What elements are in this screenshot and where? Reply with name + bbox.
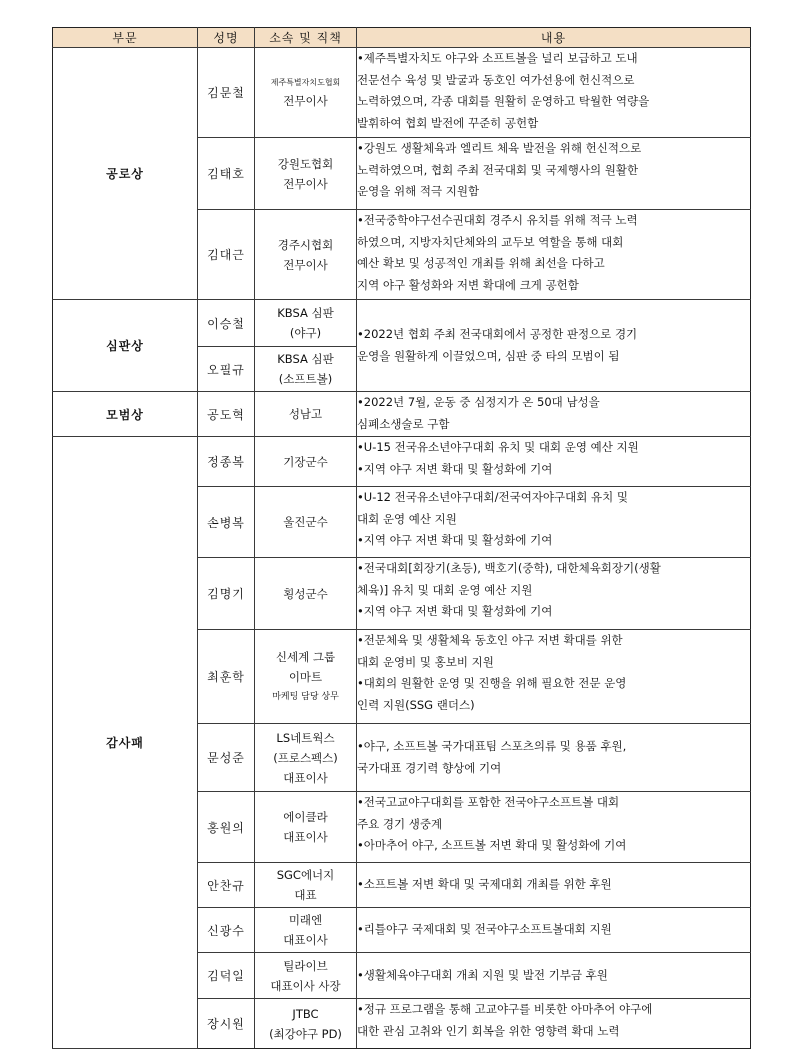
affiliation-cell: 울진군수: [255, 487, 357, 558]
category-cell: 모범상: [53, 392, 198, 437]
name-cell: 최훈학: [198, 630, 255, 724]
header-content: 내용: [357, 28, 751, 48]
content-cell: [357, 437, 751, 487]
affiliation-line: 대표: [294, 888, 317, 902]
table-row: [53, 392, 751, 437]
name-cell: 문성준: [198, 724, 255, 792]
content-cell: [357, 138, 751, 210]
affiliation-line: 강원도협회: [277, 156, 334, 171]
affiliation-line: 신세계 그룹: [275, 649, 336, 664]
affiliation-line: 틸라이브: [283, 958, 328, 973]
name-cell: 안찬규: [198, 863, 255, 908]
affiliation-line: 마케팅 담당 상무: [272, 691, 339, 702]
content-line: 하였으며, 지방자치단체와의 교두보 역할을 통해 대회: [357, 234, 624, 249]
name-cell: 김문철: [198, 48, 255, 138]
table-row: [53, 300, 751, 347]
affiliation-line: 이마트: [288, 669, 323, 684]
name-cell: 김덕일: [198, 953, 255, 999]
content-line: •전문체육 및 생활체육 동호인 야구 저변 확대를 위한: [357, 633, 623, 647]
affiliation-line: JTBC: [292, 1006, 319, 1021]
content-cell: [357, 487, 751, 558]
content-line: •2022년 협회 주최 전국대회에서 공정한 판정으로 경기: [357, 327, 638, 341]
content-line: 노력하였으며, 각종 대회를 원활히 운영하고 탁월한 역량을: [357, 94, 650, 108]
affiliation-cell: [255, 210, 357, 300]
content-line: •전국고교야구대회를 포함한 전국야구소프트볼 대회: [357, 795, 620, 809]
content-line: 체육)] 유치 및 대회 운영 예산 지원: [357, 582, 533, 597]
content-line: 대회 운영 예산 지원: [357, 511, 457, 526]
affiliation-line: KBSA 심판: [277, 352, 334, 366]
table-row: [53, 437, 751, 487]
content-cell: [357, 392, 751, 437]
name-cell: 김명기: [198, 558, 255, 630]
content-line: •소프트볼 저변 확대 및 국제대회 개최를 위한 후원: [357, 877, 612, 892]
content-line: 운영을 위해 적극 지원함: [357, 184, 480, 198]
content-line: •U-12 전국유소년야구대회/전국여자야구대회 유치 및: [357, 490, 629, 504]
content-line: •전국대회[회장기(초등), 백호기(중학), 대한체육회장기(생활: [357, 561, 661, 575]
header-affiliation: 소속 및 직책: [255, 28, 357, 48]
content-cell: [357, 48, 751, 138]
content-cell: [357, 558, 751, 630]
header-row: [53, 28, 751, 48]
affiliation-line: SGC에너지: [276, 868, 335, 882]
content-line: •야구, 소프트볼 국가대표팀 스포츠의류 및 용품 후원,: [357, 739, 627, 753]
name-cell: 이승철: [198, 300, 255, 347]
affiliation-line: LS네트웍스: [276, 730, 335, 745]
name-cell: 오필규: [198, 347, 255, 392]
content-line: 전문선수 육성 및 발굴과 동호인 여가선용에 헌신적으로: [357, 72, 635, 87]
content-line: •아마추어 야구, 소프트볼 저변 확대 및 활성화에 기여: [357, 838, 627, 852]
affiliation-line: 전무이사: [283, 176, 328, 191]
content-line: 인력 지원(SSG 랜더스): [357, 697, 475, 712]
content-cell: [357, 953, 751, 999]
content-line: •지역 야구 저변 확대 및 활성화에 기여: [357, 604, 553, 618]
affiliation-cell: 성남고: [255, 392, 357, 437]
content-cell: [357, 630, 751, 724]
category-cell: 공로상: [53, 48, 198, 300]
affiliation-cell: 기장군수: [255, 437, 357, 487]
name-cell: 손병복: [198, 487, 255, 558]
affiliation-cell: 횡성군수: [255, 558, 357, 630]
content-line: 대한 관심 고취와 인기 회복을 위한 영향력 확대 노력: [357, 1023, 620, 1038]
content-line: 지역 야구 활성화와 저변 확대에 크게 공헌함: [357, 277, 579, 292]
content-cell: [357, 210, 751, 300]
content-line: •생활체육야구대회 개최 지원 및 발전 기부금 후원: [357, 967, 608, 982]
affiliation-line: 대표이사: [283, 933, 328, 947]
content-line: •제주특별자치도 야구와 소프트볼을 널리 보급하고 도내: [357, 51, 638, 65]
header-category: 부문: [53, 28, 198, 48]
content-line: •대회의 원활한 운영 및 진행을 위해 필요한 전문 운영: [357, 676, 627, 690]
affiliation-line: (야구): [289, 326, 322, 340]
name-cell: 장시원: [198, 999, 255, 1049]
table-row: [53, 48, 751, 138]
affiliation-cell: [255, 999, 357, 1049]
content-line: 심폐소생술로 구함: [357, 416, 450, 431]
content-line: •지역 야구 저변 확대 및 활성화에 기여: [357, 533, 553, 547]
affiliation-line: 대표이사 사장: [270, 978, 341, 993]
header-name: 성명: [198, 28, 255, 48]
affiliation-line: 대표이사: [283, 770, 328, 785]
affiliation-cell: [255, 953, 357, 999]
content-cell: [357, 792, 751, 863]
content-line: •정규 프로그램을 통해 고교야구를 비롯한 아마추어 야구에: [357, 1002, 653, 1016]
content-line: •리틀야구 국제대회 및 전국야구소프트볼대회 지원: [357, 922, 612, 937]
name-cell: 김태호: [198, 138, 255, 210]
name-cell: 정종복: [198, 437, 255, 487]
affiliation-cell: [255, 908, 357, 953]
awards-table: [52, 27, 751, 1049]
category-cell: 감사패: [53, 437, 198, 1049]
affiliation-cell: [255, 792, 357, 863]
content-line: 발휘하여 협회 발전에 꾸준히 공헌함: [357, 115, 539, 130]
affiliation-cell: [255, 630, 357, 724]
name-cell: 홍원의: [198, 792, 255, 863]
affiliation-line: 미래엔: [288, 913, 323, 927]
content-line: 국가대표 경기력 향상에 기여: [357, 760, 502, 775]
affiliation-line: 대표이사: [283, 830, 328, 844]
affiliation-line: 경주시협회: [277, 237, 334, 252]
name-cell: 공도혁: [198, 392, 255, 437]
content-line: 노력하였으며, 협회 주최 전국대회 및 국제행사의 원활한: [357, 162, 639, 177]
affiliation-line: (소프트볼): [278, 372, 333, 386]
affiliation-cell: [255, 347, 357, 392]
content-line: 예산 확보 및 성공적인 개최를 위해 최선을 다하고: [357, 256, 605, 270]
affiliation-cell: [255, 300, 357, 347]
affiliation-cell: [255, 724, 357, 792]
affiliation-line: KBSA 심판: [277, 306, 334, 320]
affiliation-cell: [255, 138, 357, 210]
affiliation-line: 에이클라: [283, 810, 328, 824]
affiliation-line: 전무이사: [283, 93, 328, 108]
content-line: •U-15 전국유소년야구대회 유치 및 대회 운영 예산 지원: [357, 440, 639, 454]
content-line: •2022년 7월, 운동 중 심정지가 온 50대 남성을: [357, 395, 600, 409]
content-cell: [357, 300, 751, 392]
content-cell: [357, 999, 751, 1049]
affiliation-line: (프로스펙스): [273, 750, 338, 765]
content-cell: [357, 908, 751, 953]
affiliation-line: 전무이사: [283, 257, 328, 272]
name-cell: 신광수: [198, 908, 255, 953]
content-line: 주요 경기 생중계: [357, 816, 443, 831]
content-line: •지역 야구 저변 확대 및 활성화에 기여: [357, 461, 553, 476]
content-line: 운영을 원활하게 이끌었으며, 심판 중 타의 모범이 됨: [357, 348, 620, 363]
category-cell: 심판상: [53, 300, 198, 392]
affiliation-line: 제주특별자치도협회: [270, 77, 341, 87]
content-line: 대회 운영비 및 홍보비 지원: [357, 654, 494, 669]
content-cell: [357, 724, 751, 792]
content-cell: [357, 863, 751, 908]
name-cell: 김대근: [198, 210, 255, 300]
affiliation-cell: [255, 48, 357, 138]
content-line: •강원도 생활체육과 엘리트 체육 발전을 위해 헌신적으로: [357, 141, 642, 155]
affiliation-line: (최강야구 PD): [269, 1026, 342, 1041]
content-line: •전국중학야구선수권대회 경주시 유치를 위해 적극 노력: [357, 213, 638, 227]
affiliation-cell: [255, 863, 357, 908]
